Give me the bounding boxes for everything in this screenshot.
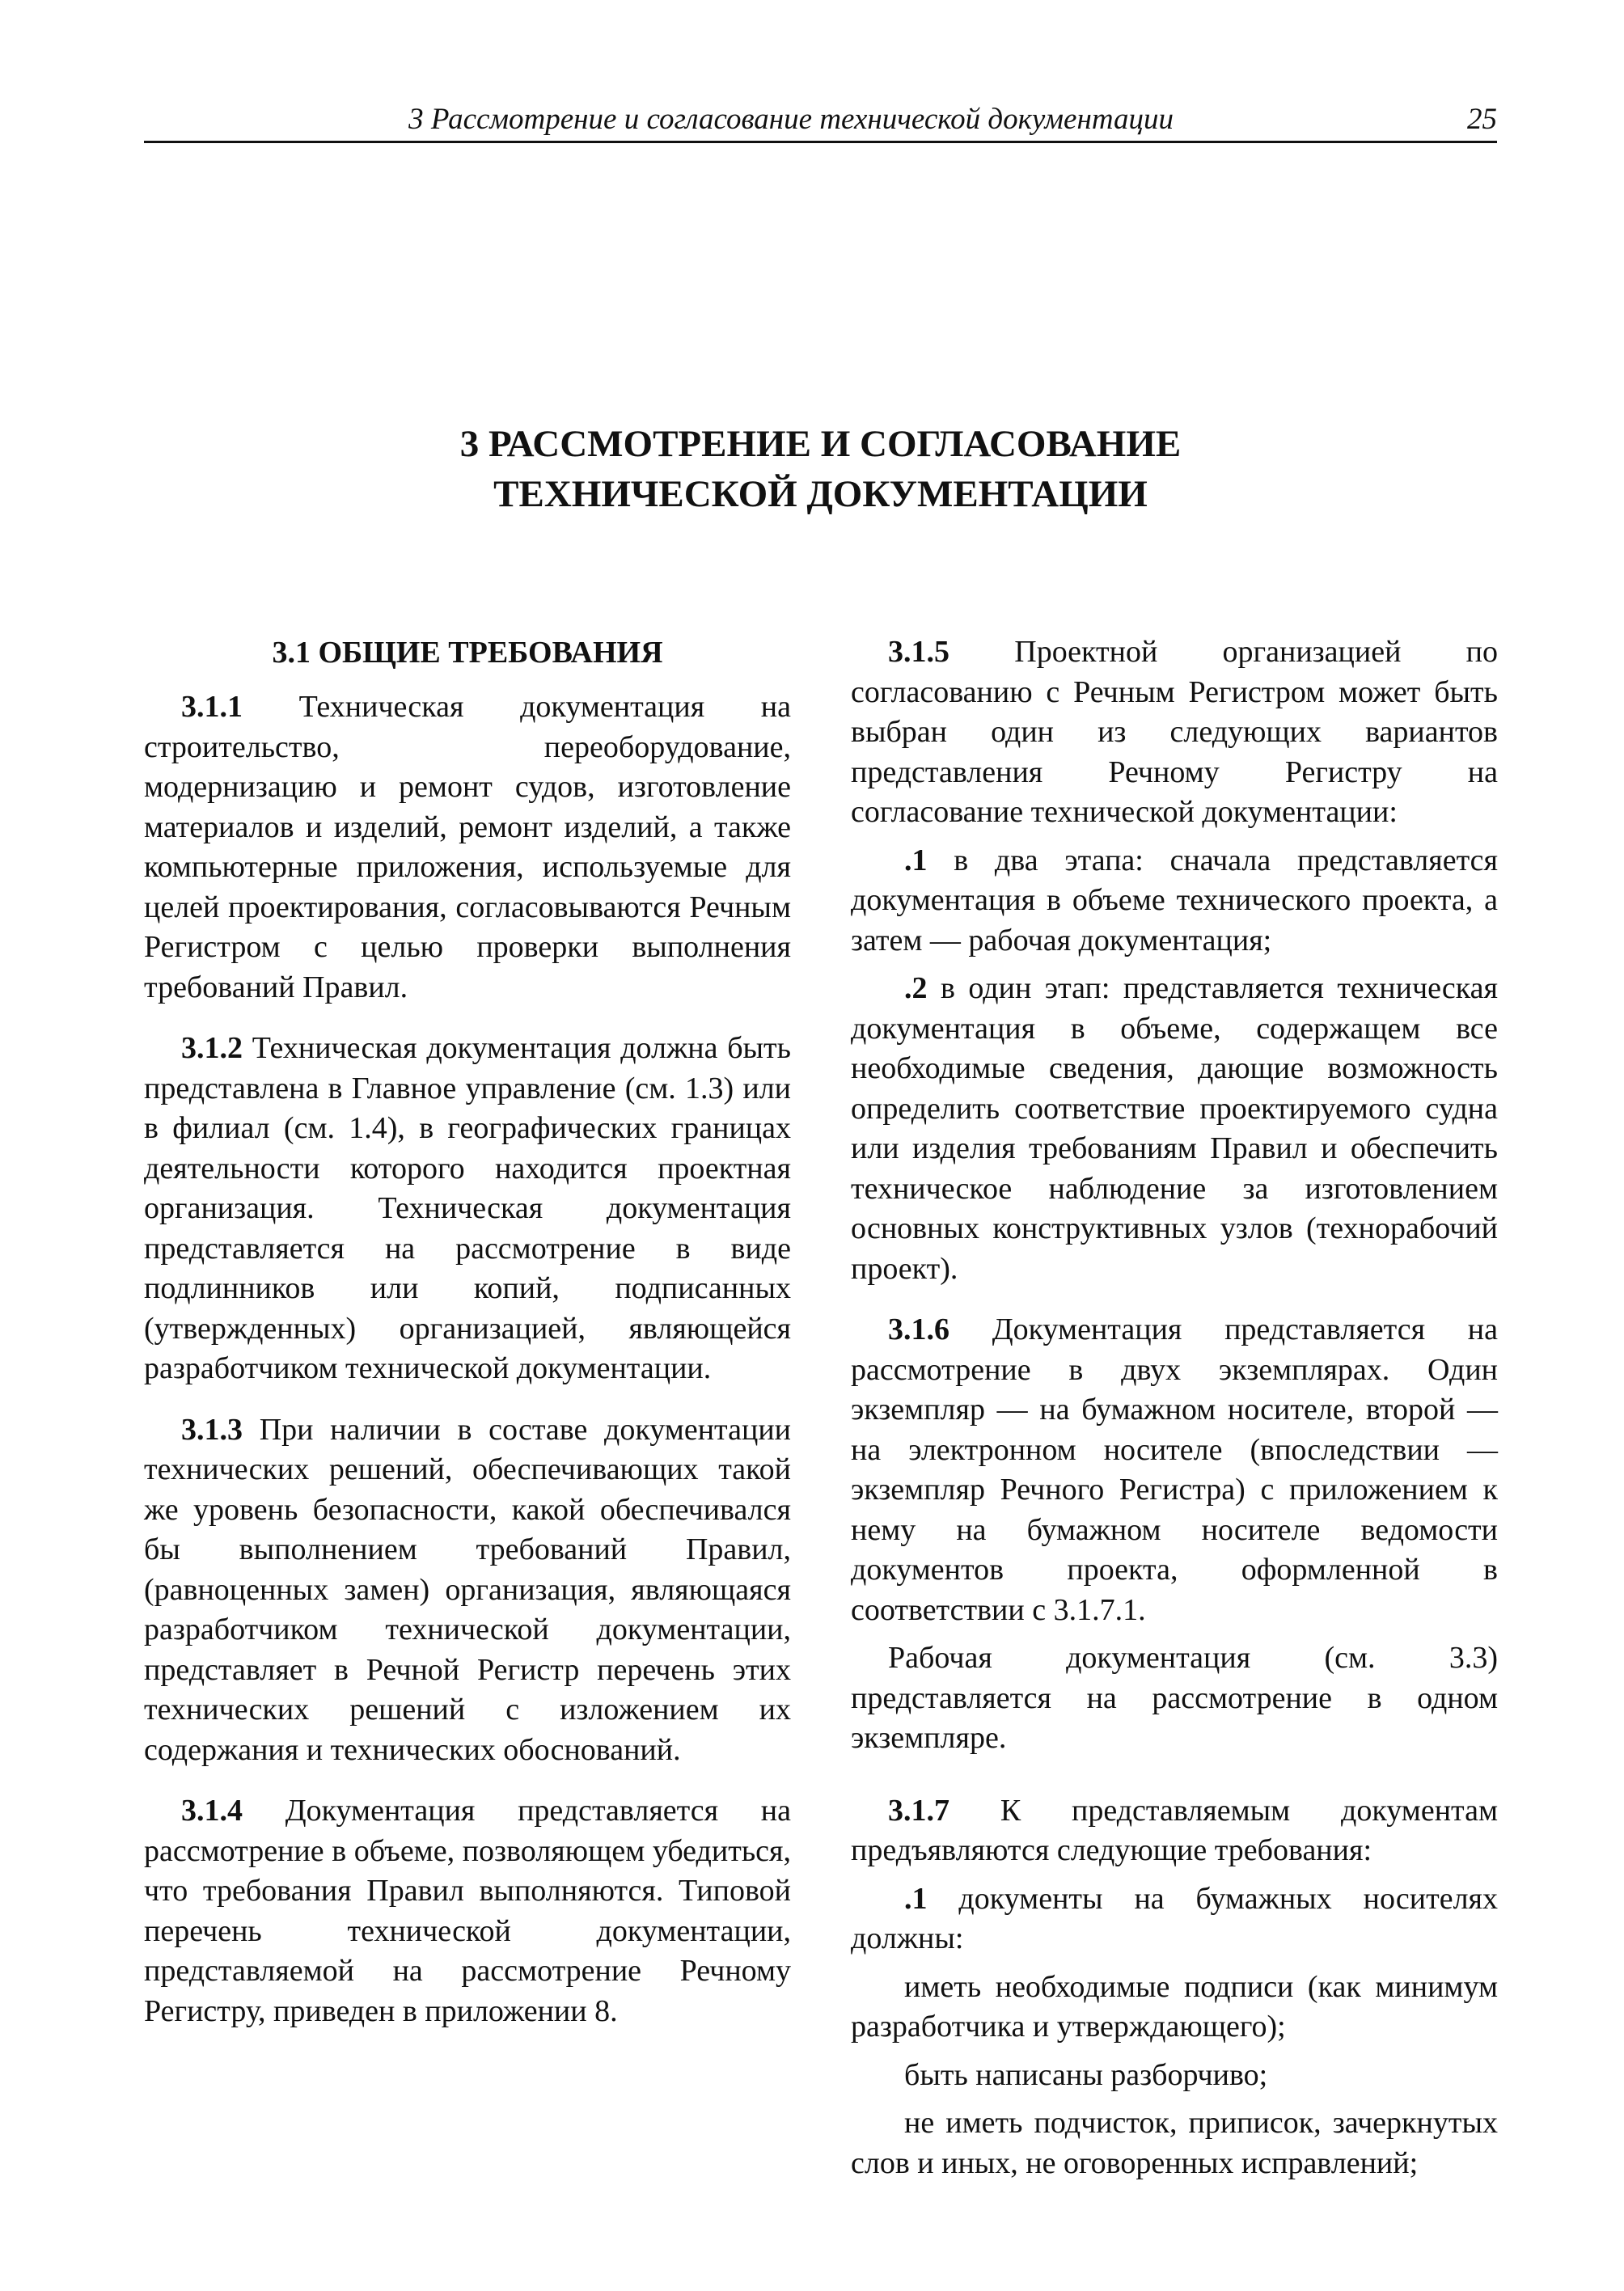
clause-text: Проектной организацией по согласованию с Речным Регистром может быть выбран один из следующих вариантов представления Речному Регистру на согласование технической документации: [851,635,1498,829]
right-column [851,632,1498,2183]
clause-number: 3.1.3 [181,1412,243,1447]
requirement-legible: быть написаны разборчиво; [904,2057,1268,2092]
clause-3-1-6-extra: Рабочая документация (см. 3.3) представляется на рассмотрение в одном экземпляре. [851,1641,1498,1755]
clause-number: 3.1.7 [888,1793,949,1828]
clause-number: 3.1.2 [181,1031,243,1065]
clause-number: 3.1.5 [888,635,949,669]
item-text: документы на бумажных носителях должны: [851,1881,1499,1955]
page-number: 25 [1467,103,1497,136]
item-number: .1 [904,843,928,877]
clause-text: Документация представляется на рассмотрение в двух экземплярах. Один экземпляр — на бумажном носителе, второй — на электронном носителе (впоследствии — экземпляр Речного Регистра) с приложением к нему на бумажном носителе ведомости документов проекта, оформленной в соответствии с 3.1.7.1. [851,1312,1498,1627]
running-header-title: 3 Рассмотрение и согласование технической документации [408,103,1174,136]
clause-3-1-4 [144,1791,791,2031]
page-header [144,102,1497,143]
section-title: 3.1 ОБЩИЕ ТРЕБОВАНИЯ [272,636,663,670]
clause-text: К представляемым документам предъявляются следующие требования: [851,1793,1499,1867]
chapter-title [144,419,1497,519]
clause-number: 3.1.4 [181,1794,243,1828]
item-number: .1 [904,1881,928,1916]
clause-text: Техническая документация должна быть представлена в Главное управление (см. 1.3) или в филиал (см. 1.4), в географических границах деятельности которого находится проектная организация. Техническая документация представляется на рассмотрение в виде подлинников или копий, подписанных (утвержденных) организацией, являющейся разработчиком технической документации. [144,1031,791,1385]
item-text: в два этапа: сначала представляется документация в объеме технического проекта, а затем — рабочая документация; [851,843,1499,957]
clause-3-1-1 [144,687,791,1008]
clause-3-1-7 [851,1791,1498,1871]
clause-3-1-3 [144,1410,791,1771]
clause-text: При наличии в составе документации технических решений, обеспечивающих такой же уровень безопасности, какой обеспечивался бы выполнением требований Правил, (равноценных замен) организация, являющаяся разработчиком технической документации, представляет в Речной Регистр перечень этих технических решений с изложением их содержания и технических обоснований. [144,1412,791,1767]
clause-3-1-5 [851,632,1498,833]
clause-3-1-6 [851,1310,1498,1630]
clause-3-1-7-1 [851,1879,1498,1959]
clause-text: Техническая документация на строительство, переоборудование, модернизацию и ремонт судов, изготовление материалов и изделий, ремонт изделий, а также компьютерные приложения, используемые для целей проектирования, согласовываются Речным Регистром с целью проверки выполнения требований Правил. [144,690,791,1004]
clause-number: 3.1.6 [888,1312,949,1346]
requirement-signatures: иметь необходимые подписи (как минимум разработчика и утверждающего); [851,1969,1498,2044]
clause-text: Документация представляется на рассмотрение в объеме, позволяющем убедиться, что требования Правил выполняются. Типовой перечень технической документации, представляемой на рассмотрение Речному Регистру, приведен в приложении 8. [144,1794,791,2028]
item-number: .2 [904,971,928,1005]
requirement-no-corrections: не иметь подчисток, приписок, зачеркнутых слов и иных, не оговоренных исправлений; [851,2106,1498,2180]
clause-3-1-5-2 [851,969,1498,1289]
chapter-title-line-1: 3 РАССМОТРЕНИЕ И СОГЛАСОВАНИЕ [459,423,1182,465]
clause-3-1-2 [144,1029,791,1389]
left-column [144,632,791,2031]
clause-3-1-5-1 [851,841,1498,962]
item-text: в один этап: представляется техническая документация в объеме, содержащем все необходимые сведения, дающие возможность определить соответствие проектируемого судна или изделия требованиям Правил и обеспечить техническое наблюдение за изготовлением основных конструктивных узлов (технорабочий проект). [851,971,1498,1286]
chapter-title-line-2: ТЕХНИЧЕСКОЙ ДОКУМЕНТАЦИИ [493,473,1148,515]
clause-number: 3.1.1 [181,690,243,724]
